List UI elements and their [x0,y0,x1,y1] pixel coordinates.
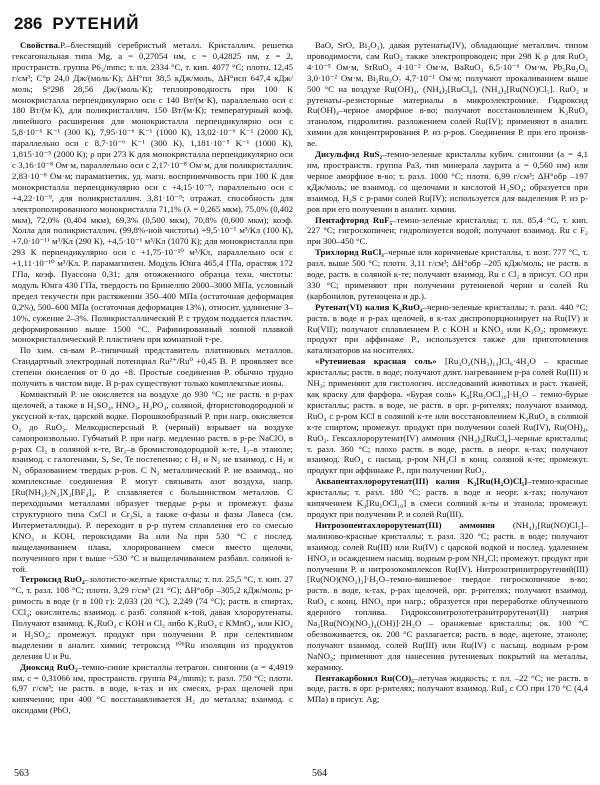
article-paragraph [307,520,588,673]
article-paragraph [307,302,588,357]
article-paragraph [307,247,588,302]
right-column [307,40,588,705]
article-text: [Ru₃O₂(NH₃)₁₄]Cl₆·4H₂O – красные кристаллы; раств. в воде; получают длит. нагреванием р-ра солей Ru(III) и NH₃; применяют для гистологич. исследований животных и раст. тканей, как краску для фарфора. «Бурая соль» K₂[Ru₂OCl₁₀]·H₂O – темно-бурые кристаллы; раств. в воде, не раств. в орг. р-рителях; получают взаимод. RuO₄ с р-ром KCl в соляной к-те или восстановлением K₂RuO₄ в соляной к-те спиртом; промежут. продукт при получении солей Ru(IV), Ru(OH)₄, RuO₂. Гексахлорорутенат(IV) аммония (NH₄)₂[RuCl₆]–черные кристаллы; т. разл. 360 °C; плохо раств. в воде, раств. в неорг. к-тах; получают взаимод. RuO₄ с насыщ. р-ром NH₄Cl в конц. соляной к-те; промежут. продукт при аффинаже Р., при получении RuO₂. [307,356,588,476]
article-term: Свойства. [20,40,61,50]
article-paragraph [307,215,588,248]
article-paragraph [12,574,293,661]
article-text: –темно-красные кристаллы; т. разл. 180 °C; раств. в воде и неорг. к-тах; получают кипячением K₄[Ru₂OCl₁₀] в смеси соляной к-ты и этанола; промежут. продукт при получении Р. и солей Ru(III). [307,476,588,519]
article-text: Р.–блестящий серебристый металл. Кристаллич. решетка гексагональная типа Mg, a = 0,27054 нм, c = 0,42825 нм, z = 2, пространств. группа P6₃/mmc; т. пл. 2334 °C, т. кип. 4077 °C; плотн. 12,45 г/см³; C°p 24,0 Дж/(моль·К); ΔH°пл 38,5 кДж/моль, ΔH°исп 647,4 кДж/моль; S°298 28,56 Дж/(моль·К); теплопроводность при 100 К монокристалла перпендикулярно оси c 140 Вт/(м·К), параллельно оси c 180 Вт/(м·К), для поликристаллич. 150 Вт/(м·К); температурный коэф. линейного расширения для монокристалла перпендикулярно оси c 5,8·10⁻⁶ K⁻¹ (300 К), 7,95·10⁻⁶ K⁻¹ (1000 К), 13,02·10⁻⁶ K⁻¹ (2000 К), параллельно оси c 8,7·10⁻⁶ K⁻¹ (300 К), 1,181·10⁻⁵ K⁻¹ (1000 К), 1,815·10⁻⁵ (2000 К); ρ при 273 К для монокристалла перпендикулярно оси c 3,16·10⁻⁸ Ом·м, параллельно оси c 2,17·10⁻⁸ Ом·м, для поликристаллич. 2,83·10⁻⁸ Ом·м; парамагнетик, уд. магн. восприимчивость при 100 К для монокристалла перпендикулярно оси c +4,15·10⁻⁹, параллельно оси c +4,22·10⁻⁹, для поликристаллич. 3,81·10⁻⁹; отражат. способность для электрополированного монокристалла 71,1% (λ = 0,265 мкм), 75,0% (0,402 мкм), 72,0% (0,404 мкм), 69,3% (0,500 мкм), 70,8% (0,600 мкм); коэф. Холла для поликристаллич. (99,8%-ной чистоты) +9,5·10⁻¹ м³/Кл (100 К), +7,0·10⁻¹¹ м³/Кл (290 К), +4,5·10⁻¹ м³/Кл (1070 К); для монокристалла при 293 К перпендикулярно оси c +1,75·10⁻¹⁰ м³/Кл, параллельно оси c +1,11·10⁻¹⁰ м³/Кл. Р. парамагнитен. Модуль Юнга 465,4 ГПа, σрастяж 172 ГПа, коэф. Пуассона 0,31; для отожженного образца техн. чистоты: модуль Юнга 430 ГПа, твердость по Бринеллю 2000–3000 МПа, условный предел текучести при растяжении 350–400 МПа (остаточная деформация 0,2%), 500–600 МПа (остаточная деформация 13%), относит. удлинение 3–10%, сужение 2–3%. Поликристаллический Р. с трудом поддается пластич. деформированию выше 1500 °C. Рафинированный зонной плавкой монокристаллический Р. пластичен при комнатной т-ре. [12,40,293,345]
article-text: BaO, SrO, Bi₂O₃), давая рутенаты(IV), обладающие металлич. типом проводимости, сам RuO₂ также электропроводен; при 298 К ρ для RuO₂ 4·10⁻⁵ Ом·м, SrRuO₃ 4·10⁻² Ом·м, BaRuO₃ 6,5·10⁻⁶ Ом·м, Pb₂Ru₂O₆ 3,0·10⁻² Ом·м, Bi₂Ru₂O₇ 4,7·10⁻¹ Ом·м; получают прокаливанием выше 500 °C на воздухе Ru(OH)₄, (NH₄)₂[RuCl₆], (NH₄)₂[Ru(NO)Cl₅]. RuO₂ и рутенаты–резисторные материалы в микроэлектронике. Гидроксид Ru(OH)₄–черное аморфное в-во; получают восстановлением K₂RuO₄ этанолом, гидролитич. разложением солей Ru(IV); применяют в аналит. химии для концентрирования Р. из р-ров. Соединения Р. при его произв-ве. [307,40,588,149]
article-text: По хим. св-вам Р.–типичный представитель платиновых металлов. Стандартный электродный потенциал Ru²⁺/Ru⁰ +0,45 В. Р. проявляет все степени окисления от 0 до +8. Простые соединения Р. обычно трудно получить в чистом виде. В р-рах существуют только комплексные ионы. [12,345,293,389]
article-text: –черные или коричневые кристаллы, т. возг. 777 °C, т. разл. выше 500 °C; плотн. 3,11 г/см³; ΔH°обр –205 кДж/моль; не раств. в воде, раств. в соляной к-те; получают взаимод. Ru с Cl₂ в присут. CO при 330 °C; применяют при получении рутениевой черни и солей Ru (карбонилов, рутеноцена и др.). [307,247,588,301]
article-term: «Рутениевая красная соль» [315,356,437,367]
article-paragraph [307,673,588,706]
article-term: Тетроксид RuO₄ [20,574,85,585]
article-paragraph [307,40,588,149]
article-term: Аквапентахлорорутенат(III) калия K₂[Ru(H₂O)Cl₅] [315,476,528,487]
article-term: Трихлорид RuCl₃ [315,247,384,258]
article-text: –летучая жидкость; т. пл. –22 °C; не раств. в воде, раств. в орг. р-рителях; получают взаимод. RuI₃ с CO при 170 °C (4,4 МПа) в присут. Ag; [307,672,588,705]
article-text: –темно-синие кристаллы тетрагон. сингонии (a = 4,4919 нм, c = 0,31066 нм, пространств. группа P4₂/mnm); т. разл. 750 °C; плотн. 6,97 г/см³; не раств. в воде, к-тах и их смесях, р-рах щелочей при кипячении; при 400 °C восстанавливается H₂ до металла; взаимод. с оксидами (PbO, [12,661,293,716]
article-term: Рутенат(VI) калия K₂RuO₄ [315,301,423,312]
article-text: –золотисто-желтые кристаллы; т. пл. 25,5 °C, т. кип. 27 °C, т. разл. 108 °C; плотн. 3,29 г/см³ (21 °C); ΔH°обр –305,2 кДж/моль; р-римость в воде (г в 100 г): 2,033 (20 °C), 2,249 (74 °C); раств. в спиртах, CCl₄; окислитель; взаимод. с разб. соляной к-той, давая хлорорутенаты. Получают взаимод. K₂RuO₄ с KOH и Cl₂ либо K₂RuO₄ с KMnO₄, или KIO₄ и H₂SO₄; промежут. продукт при получении Р. при селективном выделении в аналит. химии; тетроксид ¹⁰⁶Ru изоляции из продуктов деления U и Pu. [12,574,293,661]
header-page-number: 286 [14,14,43,33]
article-term: Нитрозопентахлорорутенат(III) аммония [315,519,495,530]
article-paragraph [12,345,293,389]
article-term: Пентафторид RuF₅ [315,214,393,225]
footer-page-number-right: 564 [312,768,327,779]
article-text: (NH₄)₂[Ru(NO)Cl₅]–малиново-красные кристаллы; т. разл. 320 °C; раств. в воде; получают взаимод. солей Ru(III) или Ru(IV) с царской водкой и послед. удалением HNO₃ и осаждением насыщ. водным р-ром NH₄Cl; промежут. продукт при получении Р. и нитрозокомплексов Ru(IV). Нитрозотринитрорутений(III) [Ru(NO)(NO₃)₃]·H₂O–темно-вишневое твердое гигроскопичное в-во; раств. в воде, к-тах, р-рах щелочей, орг. р-рителях; получают взаимод. RuO₄ с конц. HNO₃ при нагр.; образуется при переработке облученного ядерного топлива. Гидроксонитрозотетранитрорутенат(II) натрия Na₂[Ru(NO)(NO₂)₄(OH)]·2H₂O – оранжевые кристаллы; ок. 100 °C обезвоживается, ок. 200 °C разлагается; раств. в воде, ацетоне, этаноле; получают взаимод. солей Ru(III) или Ru(IV) с насыщ. водным р-ром NaNO₂; применяют для нанесения рутениевых покрытий на металлы, керамику. [307,519,588,672]
page-header [14,14,140,36]
article-text: –темно-зеленые кристаллы; т. пл. 85,4 °C, т. кип. 227 °C; гигроскопичен; гидролизуется водой; получают взаимод. Ru с F₂ при 300–450 °C. [307,214,589,247]
footer-page-number-left: 563 [14,768,29,779]
article-text: Компактный Р. не окисляется на воздухе до 930 °C; не раств. в р-рах щелочей, а также в H₂SO₄, HNO₃, H₃PO₄, соляной, фтористоводородной и уксусной к-тах, царской водке. Порошкообразный Р. при нагр. окисляется O₂ до RuO₂. Мелкодисперсный Р. (черный) взрывает на воздухе самопроизвольно. Губчатый Р. при нагр. медленно раств. в р-ре NaClO, в р-рах Cl₂ в соляной к-те, Br₂–в бромистоводородной к-те, I₂–в этаноле; взаимод. с галогенами, S, Se, Te постепенно; с H₂ и N₂ не взаимод. с Н₂ и N₂ образованием твердых р-ров. С N₂ металлический Р. не взаимод., но комплексные соединения Р. могут связывать азот воздуха, напр. [Ru(NH₃)₅N₂]X₂[BF₄]₄. Р. сплавляется с большинством металлов. С переходными металлами образует твердые р-ры и промежут. фазы структурного типа CsCl и Cr₃Si, а также σ-фазы и фазы Лавеса (см. Интерметаллиды). Р. переходит в р-р путем сплавления его со смесью KNO₃ и KOH, пероксидами Ba или Na при 530 °C с послед. выщелачиванием плава, хлорированием смеси вместо щелочи, полученного при t выше ~530 °C и выщелачиванием разбавл. соляной к-той. [12,389,293,574]
article-term: Дисульфид RuS₂ [315,149,383,160]
article-paragraph [12,40,293,345]
article-paragraph [12,389,293,574]
article-term: Диоксид RuO₂ [20,661,78,672]
article-paragraph [12,662,293,717]
article-term: Пентакарбонил Ru(CO)₅ [315,672,414,683]
left-column [12,40,293,716]
article-paragraph [307,476,588,520]
article-text: –темно-зеленые кристаллы кубич. сингонии (a = 4,1 нм, пространств. группа Pa3, тип минерала лаурита а = 0,560 нм) или черное аморфное в-во; т. разл. 1000 °C; плотн. 6,99 г/см³; ΔH°обр –197 кДж/моль; не взаимод. со щелочами и кислотой H₂SO₄; образуется при взаимод. H₂S с р-рами солей Ru(IV); используется для выделения Р. из р-ров при его получении в аналит. химии. [307,149,588,214]
running-title: РУТЕНИЙ [52,14,140,33]
article-paragraph [307,356,588,476]
article-paragraph [307,149,588,214]
article-text: –черно-зеленые кристаллы; т. разл. 440 °C; раств. в воде и р-рах щелочей, в к-тах диспропорционирует на Ru(IV) и Ru(VII); получают сплавлением Р. с KOH и KNO₃ или K₂O₂; промежут. продукт при аффинаже Р., используется также для приготовления катализаторов на носителях. [307,301,588,356]
